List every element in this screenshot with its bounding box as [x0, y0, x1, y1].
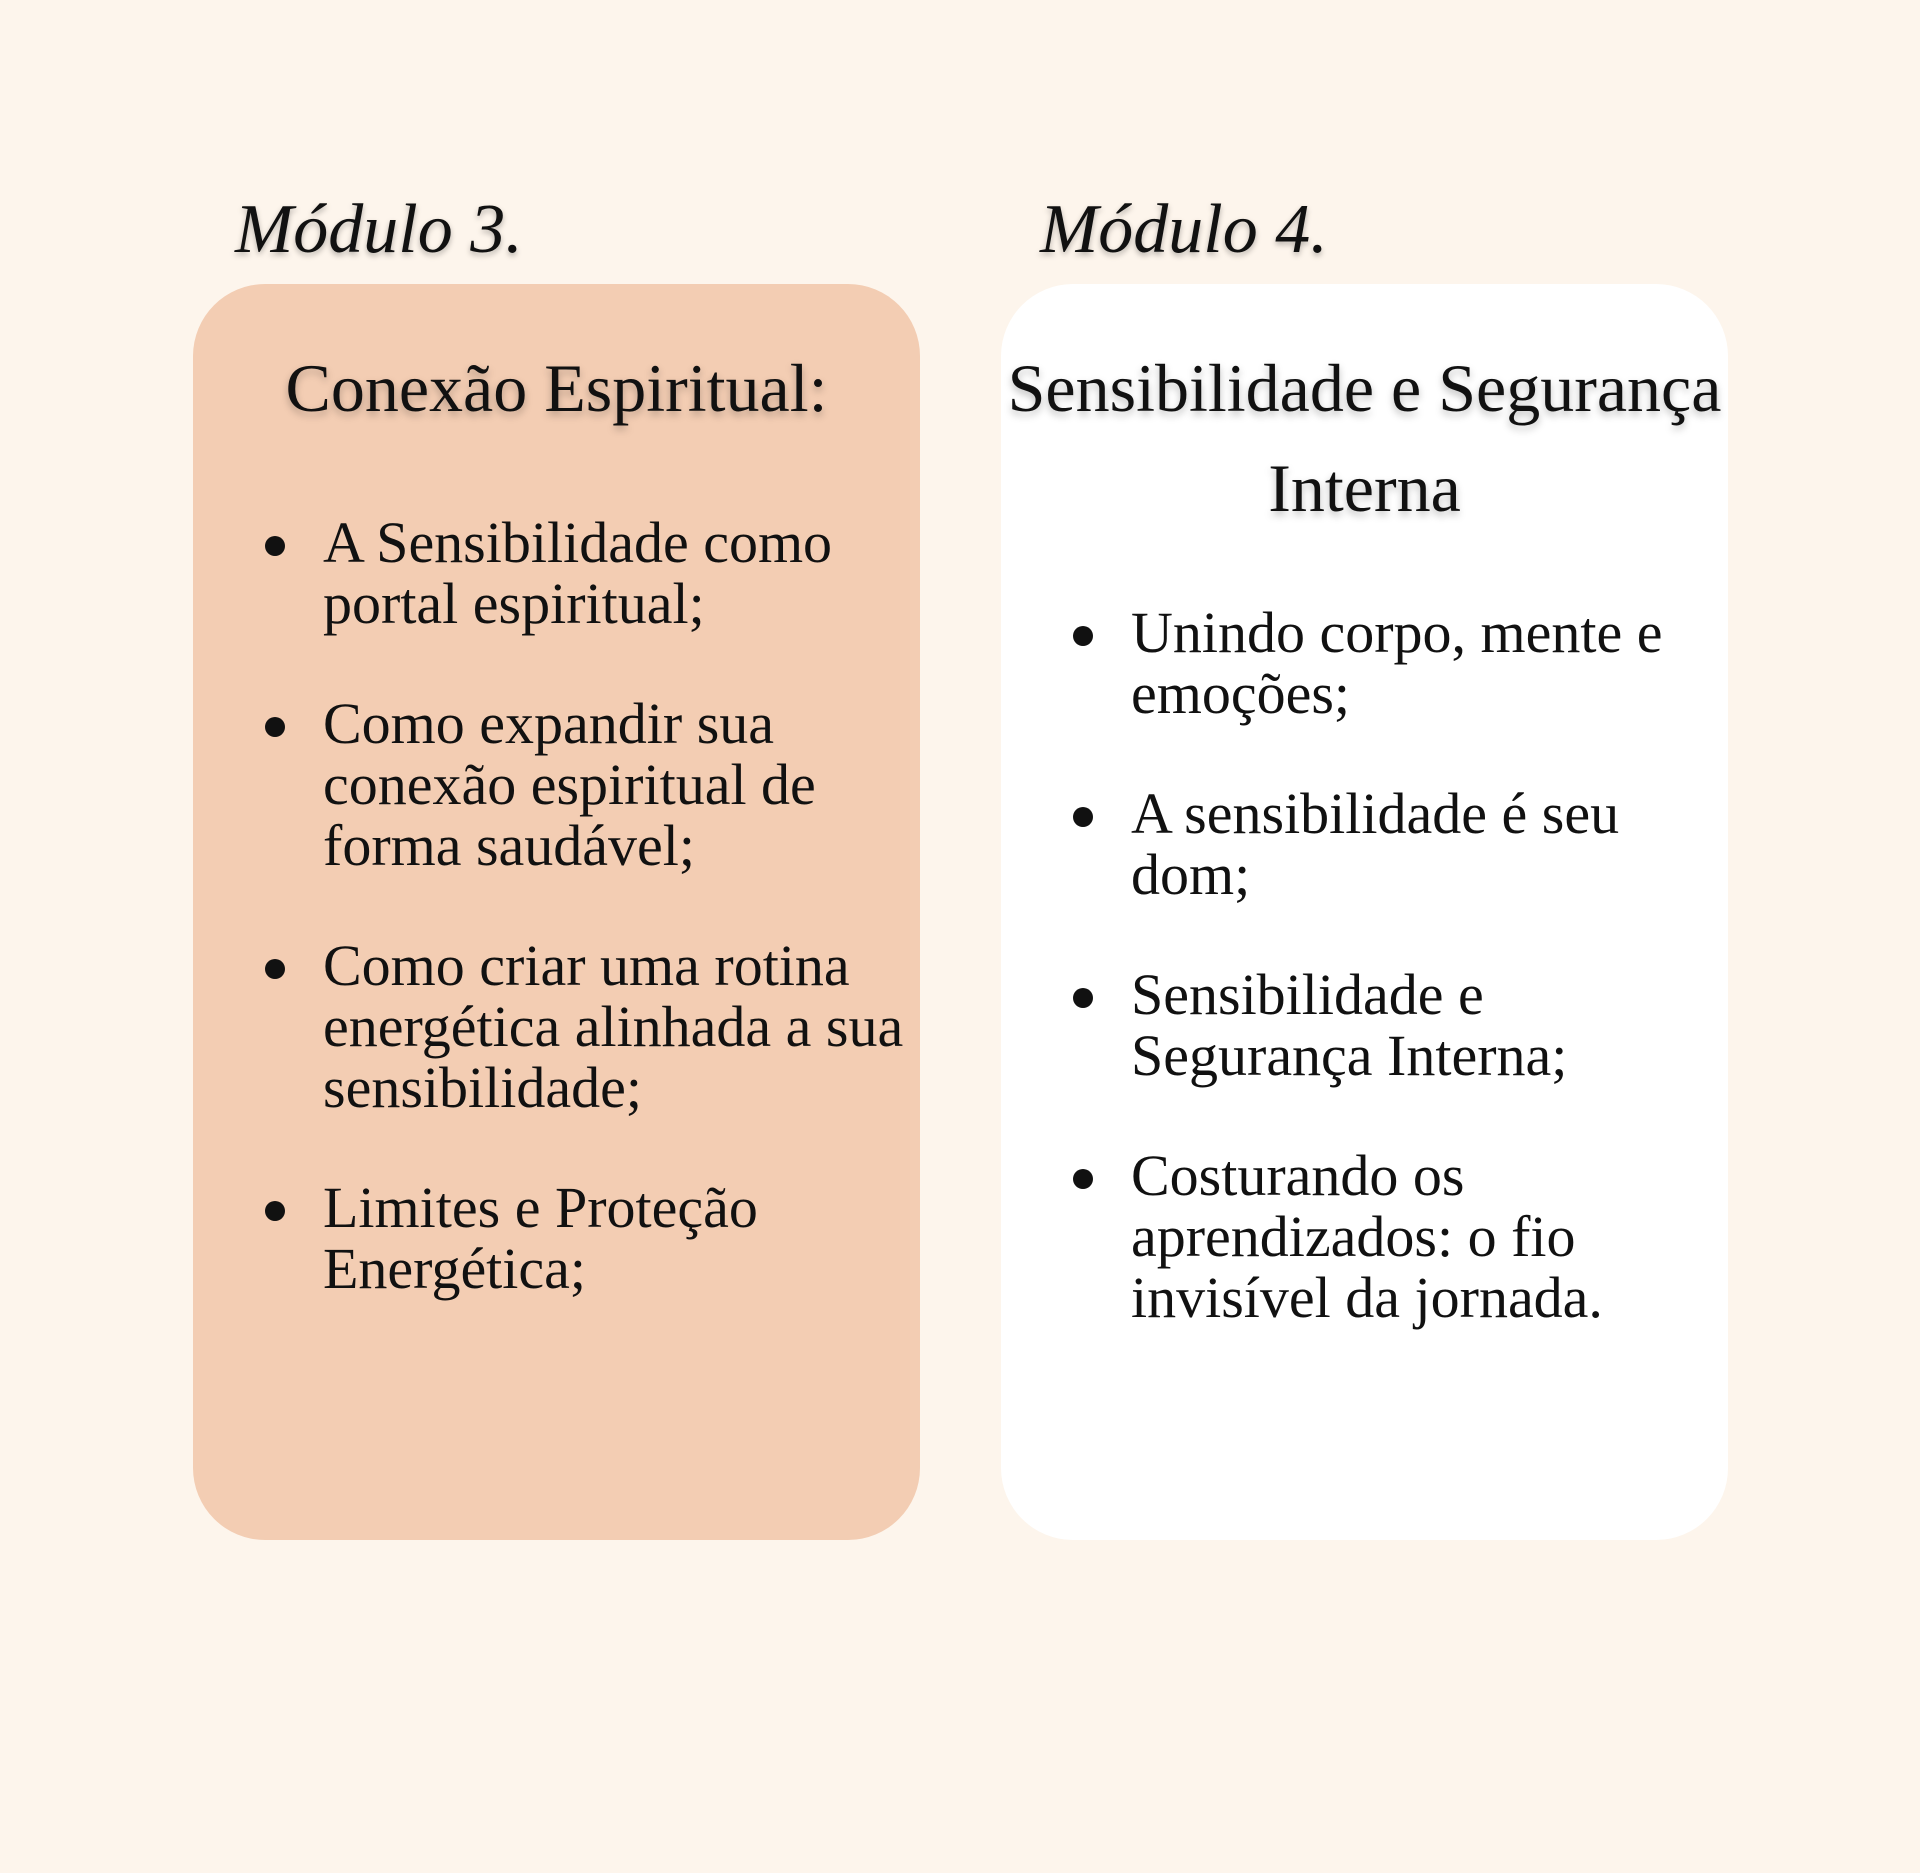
- list-item: [1073, 1145, 1718, 1328]
- bullet-icon: [1073, 1169, 1093, 1189]
- list-item: [265, 1177, 910, 1299]
- bullet-icon: [265, 717, 285, 737]
- topic-text: Sensibilidade e Segurança Interna;: [1131, 962, 1568, 1088]
- list-item: [1073, 783, 1718, 905]
- list-item: [1073, 964, 1718, 1086]
- module-3-label: Módulo 3.: [235, 191, 523, 268]
- list-item: [265, 693, 910, 876]
- module-4-topic-list: [1073, 602, 1718, 1387]
- module-3-title: Conexão Espiritual:: [285, 350, 828, 426]
- list-item: [265, 512, 910, 634]
- topic-text: A Sensibilidade como portal espiritual;: [323, 510, 833, 636]
- module-4-title: Sensibilidade e Segurança Interna: [1007, 350, 1722, 526]
- module-4-label: Módulo 4.: [1040, 191, 1328, 268]
- list-item: [265, 935, 910, 1118]
- bullet-icon: [1073, 626, 1093, 646]
- topic-text: Como expandir sua conexão espiritual de forma saudável;: [323, 691, 816, 878]
- bullet-icon: [1073, 807, 1093, 827]
- topic-text: Costurando os aprendizados: o fio invisível da jornada.: [1131, 1143, 1603, 1330]
- module-3-card: [193, 284, 920, 1540]
- topic-text: Unindo corpo, mente e emoções;: [1131, 600, 1663, 726]
- bullet-icon: [265, 536, 285, 556]
- list-item: [1073, 602, 1718, 724]
- bullet-icon: [1073, 988, 1093, 1008]
- bullet-icon: [265, 1201, 285, 1221]
- topic-text: Limites e Proteção Energética;: [323, 1175, 758, 1301]
- topic-text: A sensibilidade é seu dom;: [1131, 781, 1620, 907]
- module-4-card: [1001, 284, 1728, 1540]
- topic-text: Como criar uma rotina energética alinhada a sua sensibilidade;: [323, 933, 904, 1120]
- module-3-topic-list: [265, 512, 910, 1358]
- bullet-icon: [265, 959, 285, 979]
